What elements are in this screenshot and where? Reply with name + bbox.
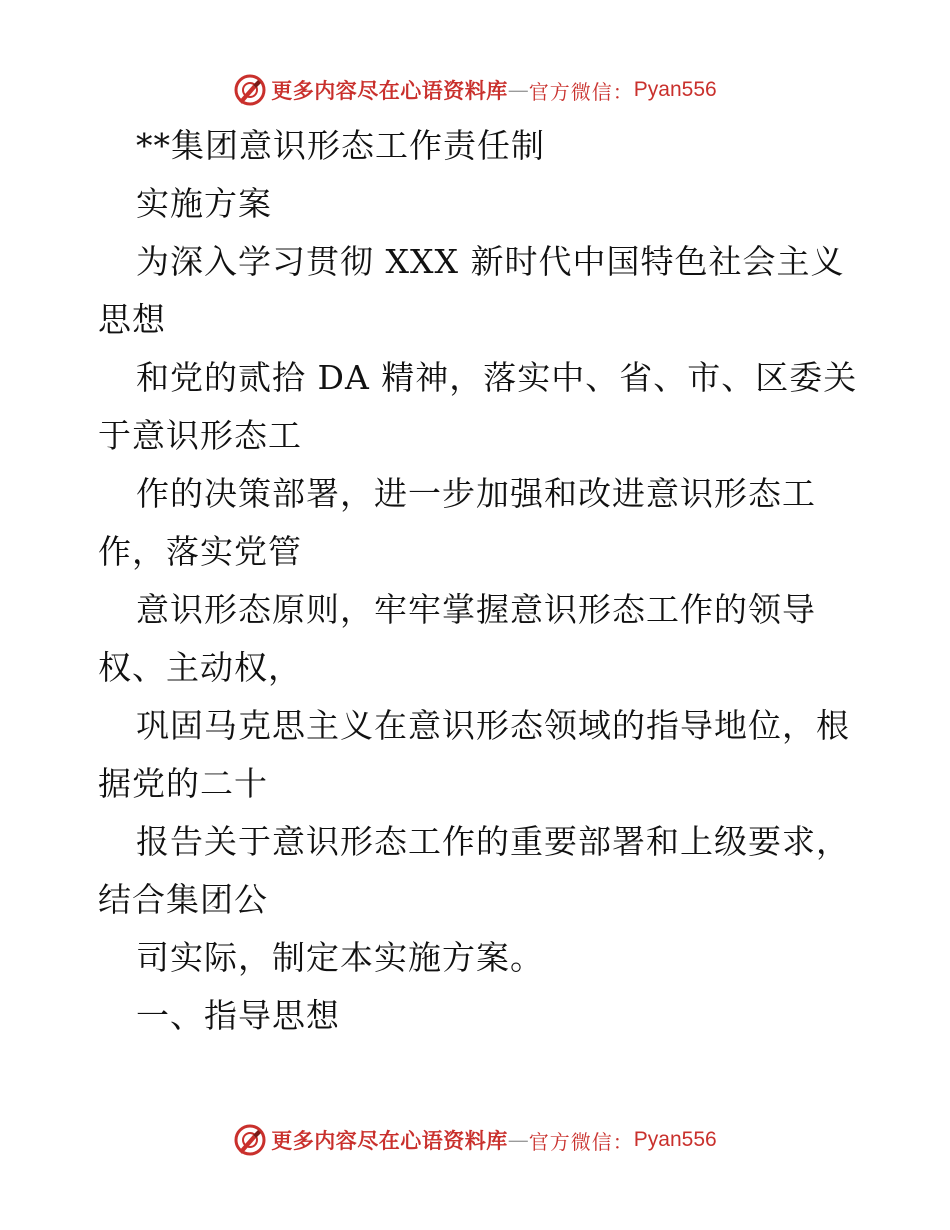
header-separator: —: [507, 78, 529, 102]
footer-slogan: 更多内容尽在心语资料库: [271, 1128, 508, 1153]
document-line: 实施方案: [136, 184, 272, 223]
header-banner-inner: [233, 73, 716, 107]
document-line: 为深入学习贯彻 XXX 新时代中国特色社会主义: [136, 242, 845, 281]
header-slogan: 更多内容尽在心语资料库: [271, 78, 508, 103]
document-line: 思想: [98, 300, 166, 339]
document-line: 报告关于意识形态工作的重要部署和上级要求，: [136, 822, 850, 861]
document-line: 意识形态原则，牢牢掌握意识形态工作的领导: [136, 590, 816, 629]
footer-wechat-id: Pyan556: [633, 1128, 717, 1151]
brand-logo-icon: [233, 73, 267, 107]
document-line: 一、指导思想: [136, 996, 340, 1035]
document-line: 巩固马克思主义在意识形态领域的指导地位，根: [136, 706, 850, 745]
footer-wechat-label: 官方微信：: [528, 1129, 634, 1154]
footer-separator: —: [507, 1128, 529, 1152]
document-line: 司实际，制定本实施方案。: [136, 938, 544, 977]
header-wechat-label: 官方微信：: [528, 79, 634, 104]
document-line: 据党的二十: [98, 764, 268, 803]
document-line: 结合集团公: [98, 880, 268, 919]
document-line: 于意识形态工: [98, 416, 302, 455]
header-wechat-id: Pyan556: [633, 78, 717, 101]
document-line: 作，落实党管: [98, 532, 302, 571]
brand-logo-icon: [233, 1123, 267, 1157]
document-line: 权、主动权，: [98, 648, 302, 687]
document-line: **集团意识形态工作责任制: [136, 126, 545, 165]
footer-banner: [0, 1120, 950, 1160]
footer-banner-inner: [233, 1123, 716, 1157]
document-body: [98, 117, 858, 1045]
document-line: 和党的贰拾 DA 精神，落实中、省、市、区委关: [136, 358, 858, 397]
header-banner: [0, 70, 950, 110]
document-line: 作的决策部署，进一步加强和改进意识形态工: [136, 474, 816, 513]
